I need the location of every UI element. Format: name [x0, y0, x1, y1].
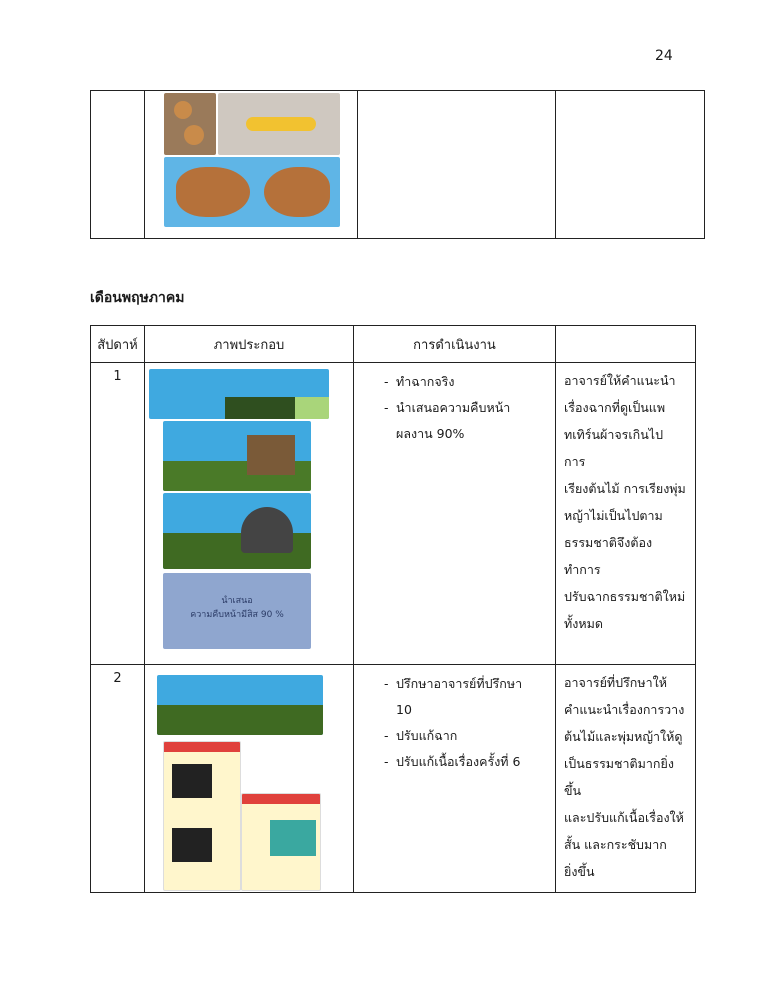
photo-scene-house — [163, 421, 311, 491]
slide-title: นำเสนอ — [221, 596, 253, 606]
section-title: เดือนพฤษภาคม — [90, 290, 185, 306]
header-operation: การดำเนินงาน — [354, 326, 556, 363]
remark-cell — [556, 363, 696, 665]
remark-line: เรียงต้นไม้ การเรียงพุ่ม — [564, 481, 686, 496]
photo-scene-cave — [163, 493, 311, 569]
photo-revised-scene — [157, 675, 323, 735]
remark-line: เป็นธรรมชาติมากยิ่งขึ้น — [564, 756, 674, 798]
tasks-cell — [354, 363, 556, 665]
week-cell-empty — [91, 91, 145, 239]
remark-cell — [556, 665, 696, 893]
chat-screenshot-right — [241, 793, 321, 891]
header-illustration: ภาพประกอบ — [145, 326, 354, 363]
tasks-cell — [354, 665, 556, 893]
task-item: - ปรึกษาอาจารย์ที่ปรึกษา — [354, 671, 555, 697]
slide-subtitle: ความคืบหน้ามีสิส 90 % — [190, 610, 284, 620]
may-progress-table — [90, 325, 696, 893]
remark-line: ทเทิร์นผ้าจรเกินไป การ — [564, 427, 663, 469]
tasks-cell-empty — [358, 91, 556, 239]
remark-cell-empty — [556, 91, 705, 239]
remark-line: สั้น และกระชับมาก — [564, 837, 667, 852]
remark-line: อาจารย์ที่ปรึกษาให้ — [564, 675, 667, 690]
photo-felt-banana — [218, 93, 340, 155]
remark-line: อาจารย์ให้คำแนะนำ — [564, 373, 676, 388]
task-item: - ปรับแก้ฉาก — [354, 723, 555, 749]
task-item: - ปรับแก้เนื้อเรื่องครั้งที่ 6 — [354, 749, 555, 775]
table-row — [91, 665, 696, 893]
image-cell — [145, 91, 358, 239]
photo-felt-fish-cakes — [164, 157, 340, 227]
remark-line: ทั้งหมด — [564, 616, 603, 631]
remark-line: หญ้าไม่เป็นไปตาม — [564, 508, 663, 523]
page-number: 24 — [655, 48, 673, 64]
week-number: 1 — [91, 363, 145, 665]
remark-line: ต้นไม้และพุ่มหญ้าให้ดู — [564, 729, 683, 744]
remark-line: ยิ่งขึ้น — [564, 864, 595, 879]
task-item: - นำเสนอความคืบหน้า — [354, 395, 555, 421]
photo-scene-strip — [149, 369, 329, 419]
photo-felt-cookies — [164, 93, 216, 155]
remark-line: ธรรมชาติจึงต้องทำการ — [564, 535, 653, 577]
remark-line: และปรับแก้เนื้อเรื่องให้ — [564, 810, 684, 825]
remark-line: คำแนะนำเรื่องการวาง — [564, 702, 685, 717]
task-item-continuation: ผลงาน 90% — [396, 426, 465, 441]
table-row — [91, 363, 696, 665]
week-number: 2 — [91, 665, 145, 893]
task-item-continuation: 10 — [396, 702, 412, 717]
image-cell — [145, 363, 354, 665]
header-remark — [556, 326, 696, 363]
header-week: สัปดาห์ — [91, 326, 145, 363]
chat-screenshot-left — [163, 741, 241, 891]
previous-table-row — [90, 90, 705, 239]
remark-line: เรื่องฉากที่ดูเป็นแพ — [564, 400, 666, 415]
presentation-slide — [163, 573, 311, 649]
image-cell — [145, 665, 354, 893]
remark-line: ปรับฉากธรรมชาติใหม่ — [564, 589, 686, 604]
task-item: - ทำฉากจริง — [354, 369, 555, 395]
